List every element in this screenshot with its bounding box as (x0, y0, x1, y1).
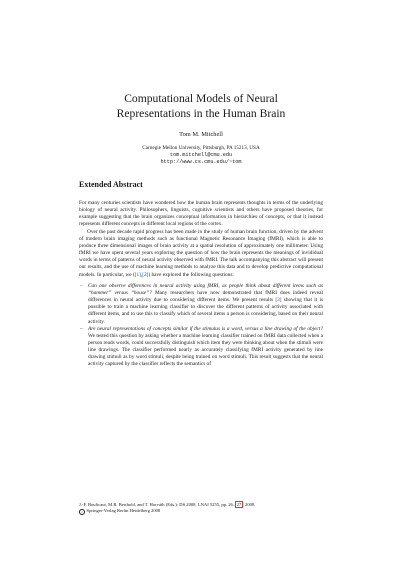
footer-citation-text-a: J.-F. Boulicaut, M.R. Berthold, and T. Horváth (Eds.): DS 2008, LNAI 5255, pp. 26– (79, 502, 236, 507)
citation-separator: , (140, 271, 143, 278)
title-line-2: Representations in the Human Brain (116, 106, 286, 120)
abstract-body (79, 200, 323, 369)
list-dash: – (80, 282, 83, 289)
paragraph-2-text-a: Over the past decade rapid progress has been made in the study of human brain function, driven by the advent of modern brain imaging methods such as functional Magnetic Resonance Imaging (fMRI), which is able to produce three dimensional images of brain activity at a spatial resolution of approximately one millimeter. Using fMRI we have spent several years exploring the question of how the brain represents the meanings of invididual words in terms of patterns of neural activity observed with fMRI. The talk accompanying this abstract will present our results, and the use of machine learning methods to analyze this data and to develop predictive computational models. In particular, we ( (79, 228, 323, 278)
footer-citation-text-b: , 2008. (242, 502, 256, 507)
affiliation: Carnegie Mellon University, Pittsburgh, PA 15213, USA (142, 145, 260, 151)
copyright-text: Springer-Verlag Berlin Heidelberg 2008 (85, 508, 161, 514)
footer-copyright (79, 508, 323, 515)
author-email[interactable]: tom.mitchell@cmu.edu (169, 151, 233, 158)
citation-link-3[interactable]: [3] (275, 297, 282, 304)
answer-text-a: Many researchers have now demonstrated that fMRI does indeed reveal differences in neural activity due to considering different items. We present results (88, 289, 323, 304)
paragraph-2-text-b: ) have explored the following questions: (148, 271, 234, 278)
citation-link-1[interactable]: [1] (134, 271, 141, 278)
title-line-1: Computational Models of Neural (124, 92, 278, 105)
author-url[interactable]: http://www.cs.cmu.edu/~tom (160, 158, 242, 165)
question-text: Are neural representations of concepts similar if the stimulus is a word, versus a line drawing of the object? (88, 325, 323, 332)
citation-link-2[interactable]: [2] (142, 271, 149, 278)
list-dash: – (80, 325, 83, 332)
section-heading: Extended Abstract (79, 180, 143, 189)
paper-title (79, 92, 323, 121)
paragraph-2 (79, 229, 323, 279)
answer-text: We tested this question by asking whether a machine learning classifier trained on fMRI data collected when a person reads words, could successfully distinguish which item they were thinking about when the stimuli were line drawings. The classifier performed nearly as accurately classifying fMRI activity generated by line drawing stimuli as by word stimuli, despite being trained on word stimuli. This result suggests that the neural activity captured by the classifier reflects the semantics of (88, 332, 323, 368)
page-footer (79, 502, 323, 515)
author-name: Tom M. Mitchell (179, 131, 223, 138)
question-text: Can one observe differences in neural activity using fMRI, as people think about different items such as “hammer” versus “house”? (88, 282, 323, 296)
list-item (80, 325, 323, 369)
copyright-icon: c (79, 509, 85, 515)
list-item (80, 282, 323, 326)
questions-list (79, 283, 323, 369)
page-range-link[interactable]: 27 (236, 502, 242, 507)
answer-text-b: showing that it is possible to train a machine learning classifier to discover the different patterns of activity associated with different items, and to use this to classify which of several items a person is considering, based on their neural activity. (88, 297, 323, 325)
affiliation-block (79, 145, 323, 165)
paragraph-1: For many centuries scientists have wondered how the human brain represents thoughts in terms of the underlying biology of neural activity. Philosophers, linguists, cognitive scientists and others have proposed theories, for example suggesting that the brain organizes conceptual information in hierarchies of concepts, or that it instead represents different concepts in different local regions of the cortex. (79, 200, 323, 228)
